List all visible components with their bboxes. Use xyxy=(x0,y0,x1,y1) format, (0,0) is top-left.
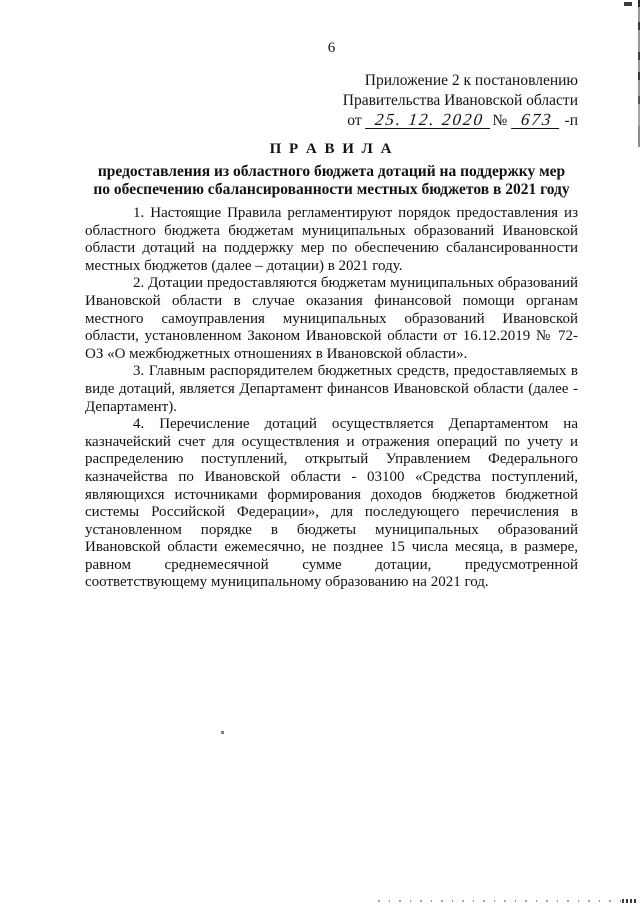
scan-artifact-bottom-corner-noise xyxy=(622,899,636,903)
paragraph-2: 2. Дотации предоставляются бюджетам муниципальных образований Ивановской области в случае оказания финансовой помощи органам местного самоуправления муниципальных образований Ивановской области, установленном Законом Ивановской области от 16.12.2019 № 72-ОЗ «О межбюджетных отношениях в Ивановской области». xyxy=(85,275,578,362)
paragraph-4: 4. Перечисление дотаций осуществляется Департаментом на казначейский счет для осуществления и отражения операций по учету и распределению поступлений, открытый Управлением Федерального казначейства по Ивановской области - 03100 «Средства поступлений, являющихся источниками формирования доходов бюджетов бюджетной системы Российской Федерации», для последующего перечисления в установленном порядке в бюджеты муниципальных образований Ивановской области ежемесячно, не позднее 15 числа месяца, в размере, равном среднемесячной сумме дотации, предусмотренной соответствующему муниципальному образованию на 2021 год. xyxy=(85,416,578,591)
scan-artifact-speck xyxy=(221,731,224,734)
document-title xyxy=(85,141,578,199)
handwritten-date: 25. 12. 2020 xyxy=(366,111,493,129)
from-label: от xyxy=(347,112,362,129)
title-heading: П Р А В И Л А xyxy=(269,141,394,157)
title-subtitle-line-2: по обеспечению сбалансированности местных бюджетов в 2021 году xyxy=(93,181,570,198)
paragraph-3: 3. Главным распорядителем бюджетных средств, предоставляемых в виде дотаций, является Департамент финансов Ивановской области (далее - Департамент). xyxy=(85,363,578,415)
page-number: 6 xyxy=(327,40,336,56)
appendix-date-number-line xyxy=(343,111,578,131)
handwritten-number: 673 xyxy=(511,111,560,129)
document-body xyxy=(85,205,578,592)
appendix-header-line-1: Приложение 2 к постановлению xyxy=(364,72,578,89)
scan-artifact-corner-mark xyxy=(624,2,632,6)
scan-artifact-bottom-noise xyxy=(378,900,638,902)
appendix-header-line-2: Правительства Ивановской области xyxy=(342,91,578,109)
paragraph-1: 1. Настоящие Правила регламентируют порядок предоставления из областного бюджета бюджетам муниципальных образований Ивановской области дотаций на поддержку мер по обеспечению сбалансированности местных бюджетов (далее – дотации) в 2021 году. xyxy=(85,205,578,274)
appendix-header xyxy=(343,71,578,131)
number-sign: № xyxy=(492,112,508,129)
title-subtitle-line-1: предоставления из областного бюджета дотаций на поддержку мер xyxy=(97,163,566,180)
number-suffix: -п xyxy=(564,112,578,129)
